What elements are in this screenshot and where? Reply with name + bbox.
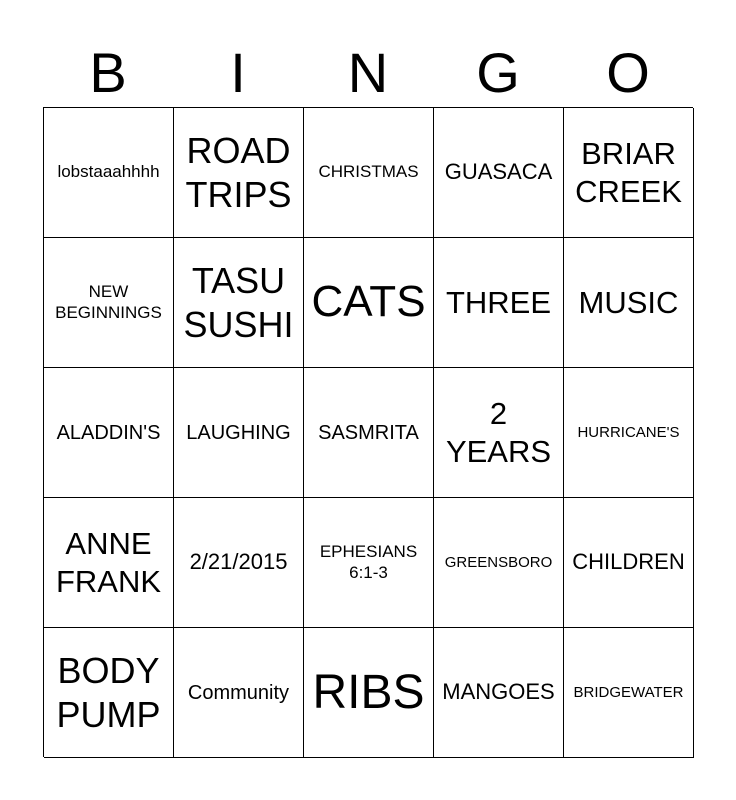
cell-label: GREENSBORO: [444, 553, 553, 571]
bingo-cell[interactable]: [174, 108, 304, 238]
bingo-header: [43, 40, 693, 106]
cell-label: BRIDGEWATER: [573, 683, 684, 701]
bingo-cell[interactable]: [564, 238, 694, 368]
cell-label: HURRICANE'S: [577, 423, 680, 441]
bingo-cell[interactable]: [304, 238, 434, 368]
cell-label: Community: [187, 681, 290, 704]
bingo-cell[interactable]: [44, 498, 174, 628]
bingo-cell[interactable]: [304, 368, 434, 498]
bingo-cell[interactable]: [434, 368, 564, 498]
cell-label: ROAD TRIPS: [185, 130, 292, 215]
cell-label: ANNE FRANK: [55, 526, 162, 599]
cell-label: 2 YEARS: [445, 396, 552, 469]
header-letter-o: O: [606, 41, 650, 104]
bingo-cell[interactable]: [44, 108, 174, 238]
cell-label: CHRISTMAS: [318, 162, 419, 182]
bingo-cell[interactable]: [174, 628, 304, 758]
bingo-board: [43, 107, 693, 757]
cell-label: TASU SUSHI: [183, 260, 294, 345]
header-letter-n: N: [347, 41, 389, 104]
bingo-cell[interactable]: [564, 628, 694, 758]
bingo-cell[interactable]: [174, 498, 304, 628]
cell-label: SASMRITA: [318, 421, 419, 444]
cell-label: EPHESIANS 6:1-3: [319, 542, 418, 582]
cell-label: THREE: [445, 284, 552, 320]
header-letter-b: B: [89, 41, 127, 104]
bingo-cell[interactable]: [304, 108, 434, 238]
bingo-cell[interactable]: [434, 628, 564, 758]
bingo-cell[interactable]: [434, 498, 564, 628]
cell-label: GUASACA: [444, 159, 553, 185]
cell-label: MANGOES: [442, 679, 555, 705]
bingo-cell[interactable]: [174, 238, 304, 368]
bingo-cell[interactable]: [44, 368, 174, 498]
bingo-cell[interactable]: [44, 238, 174, 368]
cell-label: RIBS: [312, 665, 425, 719]
cell-label: CATS: [311, 277, 426, 327]
cell-label: BRIAR CREEK: [575, 136, 682, 209]
cell-label: LAUGHING: [186, 421, 291, 444]
bingo-cell[interactable]: [434, 108, 564, 238]
header-letter-i: I: [230, 41, 246, 104]
cell-label: MUSIC: [578, 284, 679, 320]
bingo-cell[interactable]: [174, 368, 304, 498]
bingo-cell[interactable]: [434, 238, 564, 368]
bingo-cell[interactable]: [564, 498, 694, 628]
cell-label: lobstaaahhhh: [57, 162, 160, 182]
cell-label: 2/21/2015: [189, 549, 288, 575]
cell-label: NEW BEGINNINGS: [55, 282, 162, 322]
bingo-cell[interactable]: [304, 628, 434, 758]
bingo-cell[interactable]: [44, 628, 174, 758]
cell-label: CHILDREN: [572, 549, 685, 575]
bingo-cell[interactable]: [304, 498, 434, 628]
cell-label: BODY PUMP: [56, 650, 161, 735]
cell-label: ALADDIN'S: [56, 421, 161, 444]
bingo-cell[interactable]: [564, 108, 694, 238]
bingo-cell[interactable]: [564, 368, 694, 498]
header-letter-g: G: [476, 41, 520, 104]
